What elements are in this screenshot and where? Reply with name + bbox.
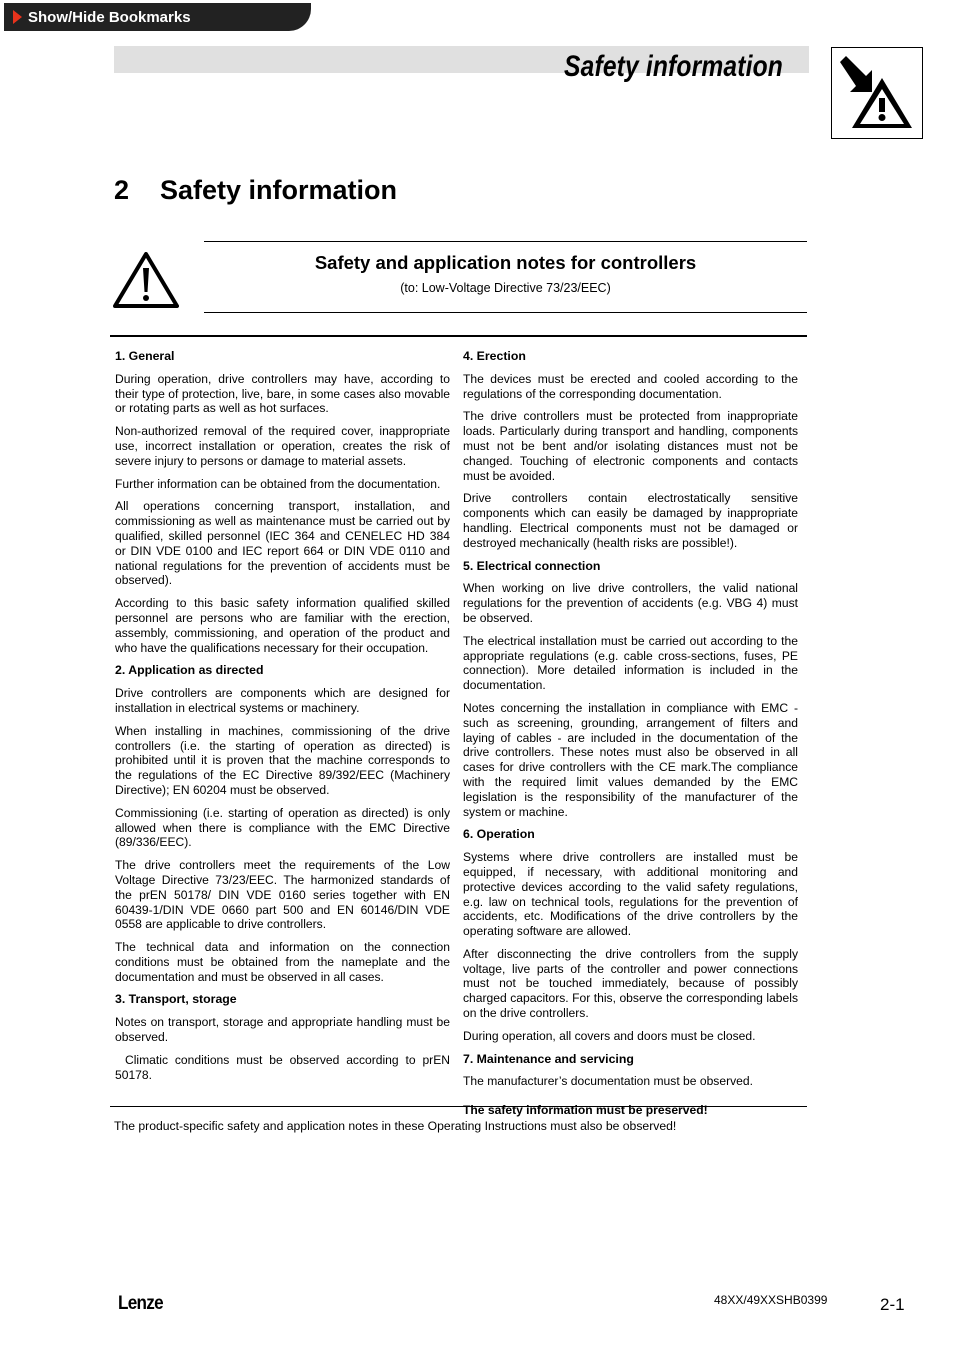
page-number: 2-1 (880, 1295, 905, 1314)
paragraph: During operation, all covers and doors must be closed. (463, 1028, 756, 1043)
left-column (115, 349, 450, 1090)
paragraph: The electrical installation must be carried out according to the appropriate regulations (e.g. cable cross-sections, fuses, PE connection). More detailed information is included in the documentation. (463, 633, 798, 693)
paragraph: The technical data and information on the connection conditions must be obtained from the nameplate and the documentation and must be observed in all cases. (115, 940, 450, 984)
paragraph: Further information can be obtained from the documentation. (115, 476, 441, 491)
notes-subtitle: (to: Low-Voltage Directive 73/23/EEC) (400, 281, 611, 295)
section-heading-maintenance: 7. Maintenance and servicing (463, 1051, 634, 1066)
footer-note: The product-specific safety and application notes in these Operating Instructions must also be observed! (114, 1119, 677, 1133)
paragraph: All operations concerning transport, installation, and commissioning as well as maintenance must be carried out by qualified, skilled personnel (IEC 364 and CENELEC HD 384 or DIN VDE 0100 and IEC report 664 or DIN VDE 0110 and national regulations for the prevention of accidents must be observed). (115, 499, 450, 588)
paragraph: The manufacturer’s documentation must be observed. (463, 1074, 753, 1089)
chapter-number: 2 (114, 175, 130, 205)
right-column (463, 349, 798, 1126)
paragraph: Notes concerning the installation in compliance with EMC - such as screening, grounding, arrangement of filters and laying of cables - are included in the documentation of the drive controllers. These notes must also be observed in all cases for drive controllers with the CE mark.The compliance with the required limit values demanded by the EMC legislation is the responsibility of the manufacturer of the system or machine. (463, 700, 798, 819)
paragraph: Notes on transport, storage and appropriate handling must be observed. (115, 1015, 450, 1045)
paragraph: Commissioning (i.e. starting of operation as directed) is only allowed when there is compliance with the EMC Directive (89/336/EEC). (115, 805, 450, 850)
paragraph: Non-authorized removal of the required cover, inappropriate use, incorrect installation or operation, creates the risk of severe injury to persons or damage to material assets. (115, 424, 450, 468)
chapter-heading (114, 175, 397, 206)
paragraph: According to this basic safety information qualified skilled personnel are persons who are familiar with the erection, assembly, commissioning, and operation of the product and who have the qualifications necessary for their occupation. (115, 596, 450, 655)
preserve-note: The safety information must be preserved! (463, 1103, 708, 1118)
document-id: 48XX/49XXSHB0399 (714, 1293, 828, 1307)
header-icon-box (831, 47, 923, 139)
play-arrow-icon (13, 10, 22, 24)
warning-triangle-icon (113, 252, 179, 308)
divider-top (110, 335, 807, 337)
arrow-warning-icon (832, 48, 922, 138)
paragraph: The drive controllers must be protected from inappropriate loads. Particularly during transport and handling, components must not be bent and/or isolating distances must not be changed. Touching of electronic components and contacts must be avoided. (463, 409, 798, 483)
paragraph: After disconnecting the drive controllers from the supply voltage, live parts of the controller and power connections must not be touched immediately, because of possibly charged capacitors. For this, observe the corresponding labels on the drive controllers. (463, 946, 798, 1021)
paragraph: Drive controllers contain electrostatically sensitive components which can easily be damaged by inappropriate handling. Electrical components must not be damaged or destroyed mechanically (health risks are possible!). (463, 491, 798, 550)
section-heading-application: 2. Application as directed (115, 663, 264, 678)
divider-bottom (110, 1106, 807, 1107)
section-heading-erection: 4. Erection (463, 349, 526, 363)
paragraph: When installing in machines, commissioning of the drive controllers (i.e. the starting of operation as directed) is prohibited until it is proven that the machine corresponds to the regulations of the EC Directive 89/392/EEC (Machinery Directive); EN 60204 must be observed. (115, 723, 450, 797)
section-heading-electrical: 5. Electrical connection (463, 558, 601, 573)
paragraph: Drive controllers are components which are designed for installation in electrical systems or machinery. (115, 686, 450, 715)
header-title: Safety information (564, 50, 783, 83)
show-hide-bookmarks-button[interactable] (4, 3, 311, 31)
section-heading-general: 1. General (115, 349, 175, 363)
notes-title: Safety and application notes for controllers (314, 252, 697, 273)
lenze-logo: Lenze (118, 1293, 163, 1314)
chapter-title: Safety information (160, 175, 398, 205)
notes-header-box (204, 241, 807, 313)
paragraph: Climatic conditions must be observed according to prEN 50178. (115, 1052, 450, 1082)
bookmarks-button-label: Show/Hide Bookmarks (28, 8, 191, 26)
paragraph: When working on live drive controllers, the valid national regulations for the prevention of accidents (e.g. VBG 4) must be observed. (463, 581, 798, 625)
section-heading-operation: 6. Operation (463, 827, 535, 842)
section-heading-transport: 3. Transport, storage (115, 992, 237, 1007)
paragraph: The drive controllers meet the requirements of the Low Voltage Directive 73/23/EEC. The harmonized standards of the prEN 50178/ DIN VDE 0160 series together with EN 60439-1/DIN VDE 0660 part 500 and EN 60146/DIN VDE 0558 are applicable to drive controllers. (115, 858, 450, 932)
paragraph: During operation, drive controllers may have, according to their type of protection, live, bare, in some cases also movable or rotating parts as well as hot surfaces. (115, 371, 450, 416)
paragraph: Systems where drive controllers are installed must be equipped, if necessary, with additional monitoring and protective devices according to the valid safety regulations, e.g. law on technical tools, regulations for the prevention of accidents, etc. Modifications of the drive controllers by the operating software are allowed. (463, 850, 798, 939)
paragraph: The devices must be erected and cooled according to the regulations of the corresponding documentation. (463, 371, 798, 401)
